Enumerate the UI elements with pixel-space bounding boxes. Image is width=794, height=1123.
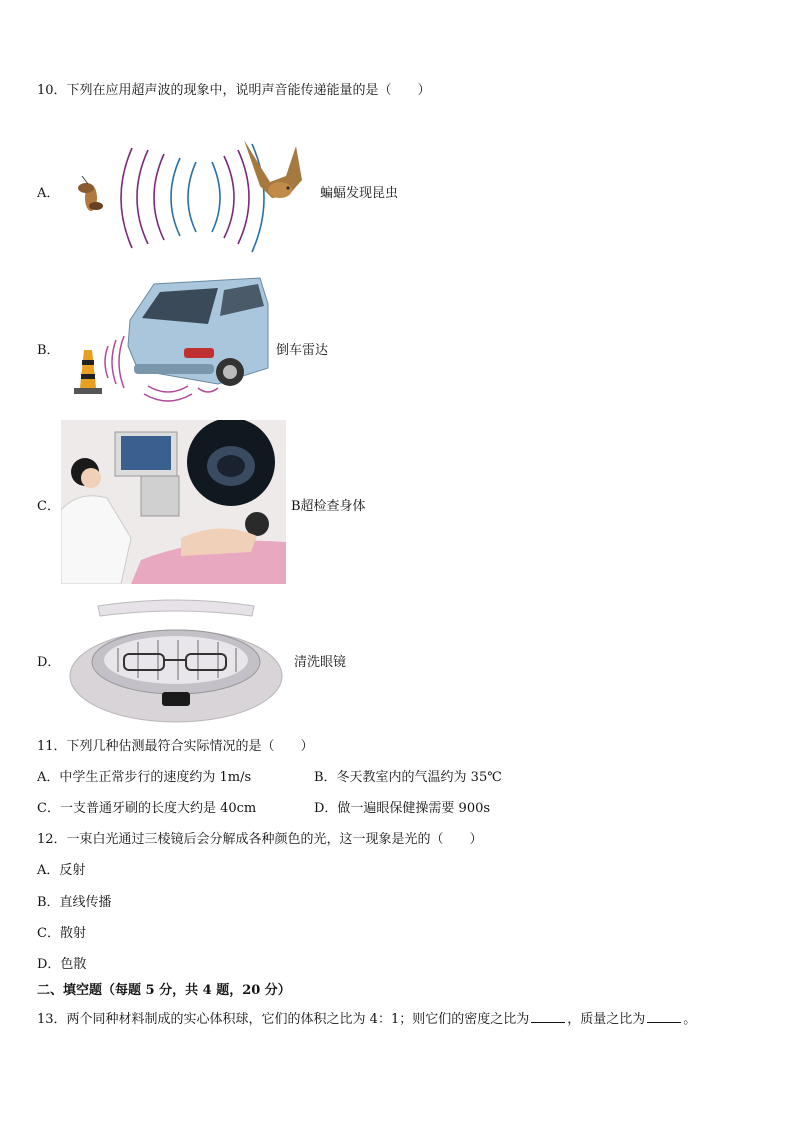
ultrasonic-cleaner-icon xyxy=(70,600,282,722)
b-ultrasound-image xyxy=(61,420,286,584)
bat-icon xyxy=(244,140,302,198)
q12-stem: 12．一束白光通过三棱镜后会分解成各种颜色的光，这一现象是光的（ ） xyxy=(37,832,483,847)
q10-option-b-caption: 倒车雷达 xyxy=(276,343,329,358)
moth-icon xyxy=(78,176,103,211)
q11-option-c: C．一支普通牙刷的长度大约是 40cm xyxy=(37,801,257,816)
q12-option-d: D．色散 xyxy=(37,957,87,972)
traffic-cone-icon xyxy=(74,350,102,394)
q10-option-c-caption: B超检查身体 xyxy=(291,499,366,514)
ultrasound-scan-icon xyxy=(187,420,275,506)
q10-option-a-label: A． xyxy=(37,186,60,201)
q11-option-d: D．做一遍眼保健操需要 900s xyxy=(314,801,491,816)
reversing-radar-image xyxy=(68,276,270,412)
ultrasonic-cleaner-image xyxy=(68,598,284,724)
q11-stem: 11．下列几种估测最符合实际情况的是（ ） xyxy=(37,739,314,754)
q11-option-a: A．中学生正常步行的速度约为 1m/s xyxy=(37,770,252,785)
q13-part2: ，质量之比为 xyxy=(567,1012,646,1027)
q13-part1: 13．两个同种材料制成的实心体积球，它们的体积之比为 4：1；则它们的密度之比为 xyxy=(37,1012,530,1027)
q10-option-d-label: D． xyxy=(37,655,61,670)
q13-text xyxy=(37,1010,696,1029)
q13-part3: 。 xyxy=(683,1012,697,1027)
section2-heading: 二、填空题（每题 5 分，共 4 题，20 分） xyxy=(37,983,291,998)
q12-option-b: B．直线传播 xyxy=(37,895,112,910)
q12-option-c: C．散射 xyxy=(37,926,86,941)
q10-option-b-label: B． xyxy=(37,343,60,358)
q10-stem: 10．下列在应用超声波的现象中，说明声音能传递能量的是（ ） xyxy=(37,83,431,98)
q13-blank-mass[interactable] xyxy=(647,1010,681,1023)
bat-insect-image xyxy=(74,136,310,262)
q12-option-a: A．反射 xyxy=(37,863,86,878)
q10-option-c-label: C． xyxy=(37,499,60,514)
sound-waves xyxy=(121,144,264,252)
q10-option-a-caption: 蝙蝠发现昆虫 xyxy=(320,186,399,201)
q13-blank-density[interactable] xyxy=(531,1010,565,1023)
q11-option-b: B．冬天教室内的气温约为 35℃ xyxy=(314,770,502,785)
car-icon xyxy=(128,278,268,386)
q10-option-d-caption: 清洗眼镜 xyxy=(294,655,347,670)
